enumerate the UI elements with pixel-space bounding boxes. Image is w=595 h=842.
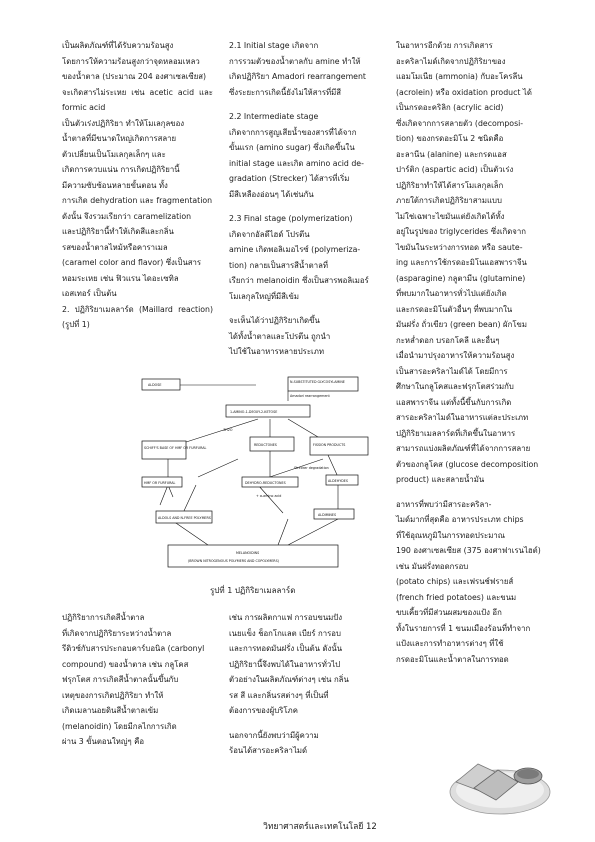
maillard-diagram-svg <box>138 373 376 579</box>
col3-line: เป็นสารอะคริลาไมด์ได้ โดยมีการ <box>396 366 508 376</box>
col3-line: กะหล่ำดอก บรอกโคลี และอื่นๆ <box>396 335 500 345</box>
col3-line: ไมด์มากที่สุดคือ อาหารประเภท chips <box>396 515 524 524</box>
label-aldimines: ALDIMINES <box>318 513 337 517</box>
col1-line: ของน้ำตาล (ประมาณ 204 องศาเซลเซียส) <box>62 72 207 81</box>
col1-line: เอสเทอร์ เป็นต้น <box>62 289 117 298</box>
col2-line: ไปใช้ในอาหารหลายประเภท <box>229 347 325 356</box>
col1-line: เป็นตัวเร่งปฏิกิริยา ทำให้โมเลกุลของ <box>62 118 185 128</box>
col5-line: ร้อนได้สารอะคริลาไมด์ <box>229 746 308 755</box>
col3-line: ปาร์ติก (aspartic acid) เป็นตัวเร่ง <box>396 165 514 174</box>
col1-line: รสของน้ำตาลไหม้หรือคาราเมล <box>62 242 168 252</box>
col3-line: product) และสลายน้ำมัน <box>396 475 485 484</box>
col2-line: initial stage และเกิด amino acid de- <box>229 158 364 168</box>
col2-line: 2.2 Intermediate stage <box>229 112 319 121</box>
col3-line: ปฏิกิริยาเมลลาร์ดที่เกิดขึ้นในอาหาร <box>396 428 516 438</box>
label-aldose: ALDOSE <box>148 383 162 387</box>
label-dehydroreductones: DEHYDRO-REDUCTONES <box>245 481 286 485</box>
col3-line: แอสพาราจีน แต่ทั้งนี้ขึ้นกับการเกิด <box>396 397 512 407</box>
col5-line: รส สี และกลิ่นรสต่างๆ ที่เป็นที่ <box>229 690 329 700</box>
label-glycosylamine: N-SUBSTITUTED GLYCOSYLAMINE <box>290 380 345 384</box>
col3-line: ไม่ใช่เฉพาะไขมันแต่ยังเกิดได้ทั้ง <box>396 211 505 221</box>
col4-line: เหตุของการเกิดปฏิกิริยา ทำให้ <box>62 690 164 700</box>
col3-line: ในอาหารอีกด้วย การเกิดสาร <box>396 41 493 50</box>
label-strecker: Strecker degradation <box>294 466 329 470</box>
label-hmf: HMF OR FURFURAL <box>144 481 176 485</box>
label-amadori: Amadori rearrangement <box>290 394 330 398</box>
col4-line: (melanoidin) โดยมีกลไกการเกิด <box>62 721 177 731</box>
col2-line: 2.1 Initial stage เกิดจาก <box>229 41 319 50</box>
col4-line: ฟรุกโตส การเกิดสีน้ำตาลนั้นขึ้นกับ <box>62 675 179 684</box>
col1-line: ตัวเปลี่ยนเป็นโมเลกุลเล็กๆ และ <box>62 149 166 159</box>
col3-line: tion) ของกรดอะมิโน 2 ชนิดคือ <box>396 134 504 143</box>
col2-line: เกิดปฏิกิริยา Amadori rearrangement <box>229 72 366 81</box>
col1-line: น้ำตาลที่มีขนาดใหญ่เกิดการสลาย <box>62 134 177 143</box>
label-fission-products: FISSION PRODUCTS <box>313 443 346 447</box>
col2-line: tion) กลายเป็นสารสีน้ำตาลที่ <box>229 260 328 270</box>
col3-line: ตัวของกลูโคส (glucose decomposition <box>396 459 539 469</box>
col3-line: ซึ่งเกิดจากการสลายตัว (decomposi- <box>396 118 524 128</box>
label-reductones: REDUCTONES <box>254 443 277 447</box>
col4-line: ผ่าน 3 ขั้นตอนใหญ่ๆ คือ <box>62 737 145 746</box>
col2-line: เรียกว่า melanoidin ซึ่งเป็นสารพอลิเมอร์ <box>229 276 369 285</box>
column-5 <box>229 610 382 759</box>
col3-line: อาหารที่พบว่ามีสารอะคริลา- <box>396 499 492 509</box>
col3-line: เป็นกรดอะคริลิก (acrylic acid) <box>396 103 504 112</box>
col3-line: สารอะคริลาไมด์ในอาหารแต่ละประเภท <box>396 413 529 422</box>
label-ketosamine: 1-AMINO-1-DEOXY-2-KETOSE <box>230 410 278 414</box>
col2-line: 2.3 Final stage (polymerization) <box>229 214 353 223</box>
col3-line: (asparagine) กลูตามีน (glutamine) <box>396 273 526 283</box>
col2-line: จะเห็นได้ว่าปฏิกิริยาเกิดขึ้น <box>229 316 320 325</box>
col3-line: อยู่ในรูปของ triglycerides ซึ่งเกิดจาก <box>396 227 526 236</box>
col4-line: เกิดเมลานอยดินสีน้ำตาลเข้ม <box>62 706 159 715</box>
col3-line: อะคริลาไมด์เกิดจากปฏิกิริยาของ <box>396 56 506 66</box>
col5-line: ตัวอย่างในผลิตภัณฑ์ต่างๆ เช่น กลิ่น <box>229 675 349 684</box>
label-amino-acid: + α-amino acid <box>256 494 282 498</box>
label-schiff-base: SCHIFF'S BASE OF HMF OR FURFURAL <box>144 446 207 450</box>
col3-line: แป้งและการทำอาหารต่างๆ ที่ใช้ <box>396 639 504 648</box>
column-1 <box>62 38 213 333</box>
col3-line: เมื่อนำมาปรุงอาหารให้ความร้อนสูง <box>396 351 515 360</box>
col3-line: (french fried potatoes) และขนม <box>396 592 517 602</box>
figure-caption: รูปที่ 1 ปฏิกิริยาเมลลาร์ด <box>210 586 296 595</box>
col3-line: เช่น มันฝรั่งทอดกรอบ <box>396 561 469 571</box>
col2-line: เกิดจากการสูญเสียน้ำของสารที่ได้จาก <box>229 127 357 137</box>
col3-line: ปฏิกิริยาทำให้ได้สารโมเลกุลเล็ก <box>396 180 504 190</box>
label-aldols: ALDOLS AND N-FREE POLYMERS <box>158 516 211 520</box>
fried-food-photo <box>448 730 554 822</box>
col3-line: ศึกษาในกลูโคสและฟรุกโตสร่วมกับ <box>396 382 514 391</box>
col3-line: ภายใต้การเกิดปฏิกิริยาสามแบบ <box>396 196 502 205</box>
col2-line: การรวมตัวของน้ำตาลกับ amine ทำให้ <box>229 56 361 66</box>
col3-line: ที่ใช้อุณหภูมิในการทอดประมาณ <box>396 530 505 540</box>
col5-line: นอกจากนี้ยังพบว่ามีผู้ความ <box>229 730 319 740</box>
col2-line: ขั้นแรก (amino sugar) ซึ่งเกิดขึ้นใน <box>229 143 355 152</box>
col3-line: มันฝรั่ง ถั่วเขียว (green bean) ผักโขม <box>396 320 528 329</box>
col2-line: gradation (Strecker) ได้สารที่เริ่ม <box>229 174 350 183</box>
col3-line: และกรดอะมิโนตัวอื่นๆ ที่พบมากใน <box>396 304 513 314</box>
column-4 <box>62 610 213 750</box>
col5-line: ต้องการของผู้บริโภค <box>229 706 298 715</box>
col1-line: มีความซับซ้อนหลายขั้นตอน ทั้ง <box>62 180 168 190</box>
col4-line: ปฏิกิริยาการเกิดสีน้ำตาล <box>62 613 145 622</box>
col3-line: 190 องศาเซลเซียส (375 องศาฟาเรนไฮต์) <box>396 546 541 555</box>
col3-line: อะลานีน (alanine) และกรดแอส <box>396 149 507 159</box>
col2-line: มีสีเหลืองอ่อนๆ ได้เช่นกัน <box>229 189 314 199</box>
col3-line: สามารถแบ่งผลิตภัณฑ์ที่ได้จากการสลาย <box>396 444 531 453</box>
page-footer: วิทยาศาสตร์และเทคโนโลยี 12 <box>263 822 377 832</box>
box-melanoidins <box>168 545 338 567</box>
col2-line: ซึ่งระยะการเกิดนี้ยังไม่ให้สารที่มีสี <box>229 87 342 97</box>
col1-line: จะเกิดสารไม่ระเหย เช่น acetic acid และ formic acid <box>62 87 213 112</box>
col1-line: เกิดการควบแน่น การเกิดปฏิกิริยานี้ <box>62 165 180 174</box>
col2-line: เกิดจากอัลดีไฮด์ โปรตีน <box>229 229 310 239</box>
col3-line: ทั้งในรายการที่ 1 ขนมเมืองร้อนที่ทำจาก <box>396 623 531 633</box>
col2-line: โมเลกุลใหญ่ที่มีสีเข้ม <box>229 291 300 301</box>
col3-line: กรดอะมิโนและน้ำตาลในการทอด <box>396 654 509 664</box>
col1-line: (caramel color and flavor) ซึ่งเป็นสาร <box>62 258 202 267</box>
label-melanoidins: MELANOIDINS <box>236 551 260 555</box>
col4-line: compound) ของน้ำตาล เช่น กลูโคส <box>62 659 189 669</box>
col4-line: ที่เกิดจากปฏิกิริยาระหว่างน้ำตาล <box>62 628 172 638</box>
col1-line: การเกิด dehydration และ fragmentation <box>62 196 213 205</box>
col5-line: เช่น การผลิตกาแฟ การอบขนมปัง <box>229 613 343 622</box>
col1-line: และปฏิกิริยานี้ทำให้เกิดสีและกลิ่น <box>62 227 174 236</box>
col1-line: ดังนั้น จึงรวมเรียกว่า caramelization <box>62 211 192 221</box>
col1-line: เป็นผลิตภัณฑ์ที่ได้รับความร้อนสูง <box>62 41 174 50</box>
col3-line: ขบเคี้ยวที่มีส่วนผสมของแป้ง อีก <box>396 608 502 617</box>
col1-line: โดยการให้ความร้อนสูงกว่าจุดหลอมเหลว <box>62 56 200 66</box>
col1-line: 2. ปฏิกิริยาเมลลาร์ด (Maillard reaction) (รูปที่ 1) <box>62 304 213 329</box>
column-3 <box>396 38 548 667</box>
column-2 <box>229 38 382 360</box>
col2-line: ได้ทั้งน้ำตาลและโปรตีน ถูกนำ <box>229 331 331 341</box>
col3-line: ไขมันในระหว่างการทอด หรือ saute- <box>396 242 523 252</box>
col5-line: เนยแข็ง ช็อกโกแลต เบียร์ การอบ <box>229 628 341 638</box>
col3-line: (acrolein) หรือ oxidation product ได้ <box>396 87 532 97</box>
col5-line: และการทอดมันฝรั่ง เป็นต้น ดังนั้น <box>229 644 343 653</box>
col2-line: amine เกิดพอลิเมอไรซ์ (polymeriza- <box>229 245 361 254</box>
label-melanoidins-sub: (BROWN NITROGENOUS POLYMERS AND COPOLYMERS) <box>188 559 279 563</box>
fried-food-illustration <box>448 730 554 822</box>
maillard-reaction-diagram <box>138 373 376 579</box>
col1-line: หอมระเหย เช่น ฟิวแรน ไดอะเซทิล <box>62 273 179 283</box>
col3-line: (potato chips) และเฟรนช์ฟรายส์ <box>396 577 514 586</box>
col3-line: ที่พบมากในอาหารทั่วไปแต่ยังเกิด <box>396 289 507 298</box>
col4-line: รีดิวซ์กับสารประกอบคาร์บอนิล (carbonyl <box>62 644 205 653</box>
col3-line: ing และการใช้กรดอะมิโนแอสพาราจีน <box>396 258 527 267</box>
label-aldehydes: ALDEHYDES <box>328 479 348 483</box>
col3-line: แอมโมเนีย (ammonia) กับอะโครลีน <box>396 72 523 81</box>
col5-line: ปฏิกิริยานี้จึงพบได้ในอาหารทั่วไป <box>229 659 341 669</box>
label-water-loss: -3H2O <box>222 428 233 432</box>
box-schiff-base <box>142 441 186 459</box>
